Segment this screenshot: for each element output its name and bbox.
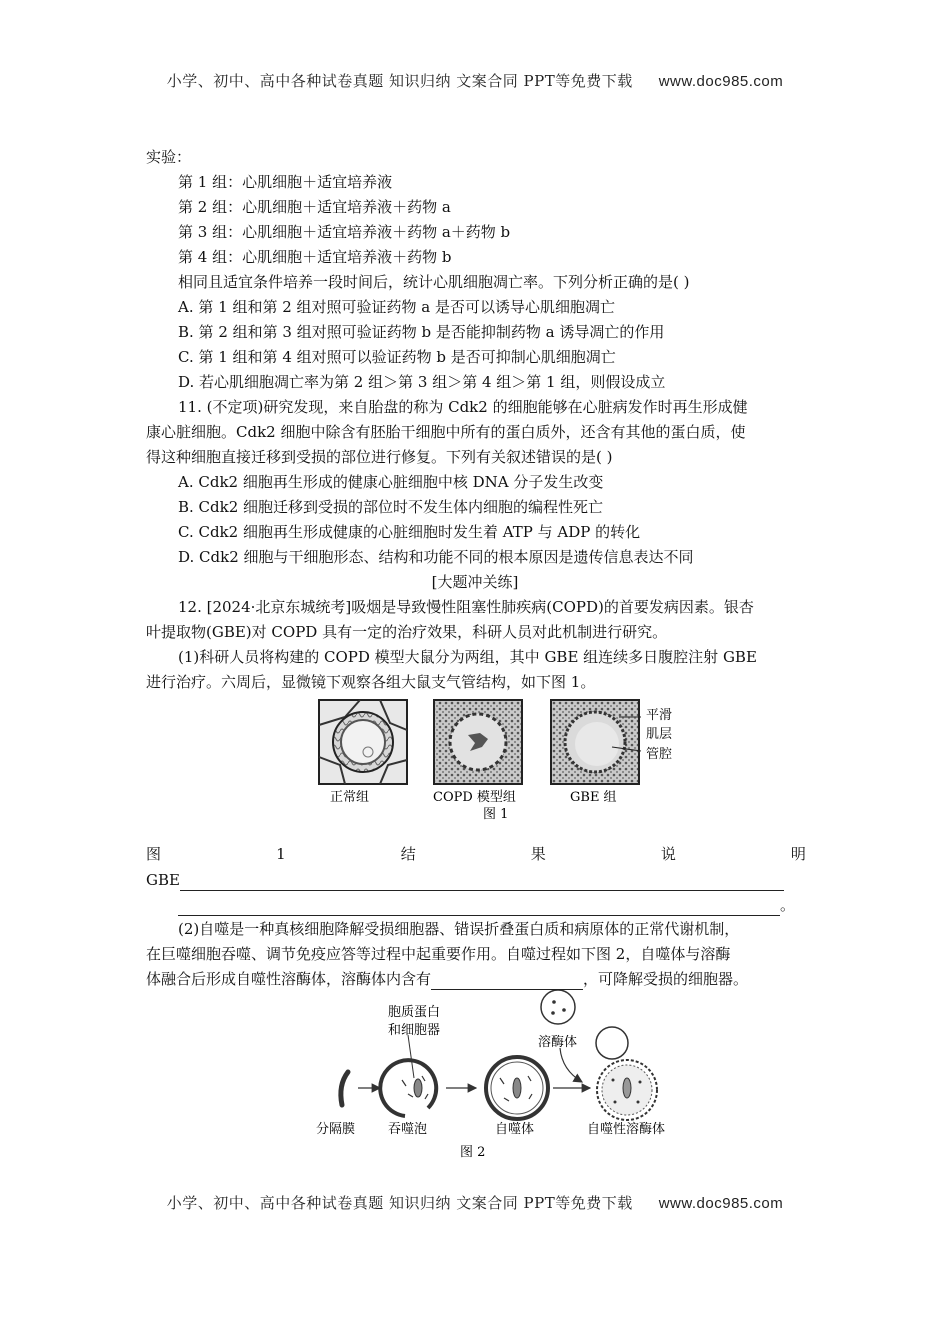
label-lysosome: 溶酶体 <box>538 1035 578 1050</box>
q11-line: 得这种细胞直接迁移到受损的部位进行修复。下列有关叙述错误的是( ) <box>146 448 613 466</box>
figure-2-caption: 图 2 <box>460 1145 486 1160</box>
label-autolysosome: 自噬性溶酶体 <box>587 1122 666 1137</box>
footer-site: www.doc985.com <box>658 1195 784 1212</box>
lysosome-blank[interactable] <box>431 973 583 990</box>
answer-end: 。 <box>780 896 796 914</box>
q11-option-a: A. Cdk2 细胞再生形成的健康心脏细胞中核 DNA 分子发生改变 <box>178 473 604 491</box>
page-header <box>0 70 950 91</box>
header-site: www.doc985.com <box>658 73 784 90</box>
q11-option-b: B. Cdk2 细胞迁移到受损的部位时不发生体内细胞的编程性死亡 <box>178 498 604 516</box>
footer-text: 小学、初中、高中各种试卷真题 知识归纳 文案合同 PPT等免费下载 <box>166 1194 633 1212</box>
q12-part2-text: 体融合后形成自噬性溶酶体，溶酶体内含有 <box>146 970 432 988</box>
autophagosome <box>486 1057 548 1119</box>
answer-prefix: GBE <box>146 871 180 889</box>
answer-words <box>146 843 806 865</box>
q11-line: 11. (不定项)研究发现，来自胎盘的称为 Cdk2 的细胞能够在心脏病发作时再生形成健 <box>178 398 748 416</box>
label-phagophore: 吞噬泡 <box>388 1122 428 1137</box>
word: 说 <box>660 845 676 863</box>
q11-option-c: C. Cdk2 细胞再生形成健康的心脏细胞时发生着 ATP 与 ADP 的转化 <box>178 523 641 541</box>
answer-blank-1[interactable] <box>180 874 784 891</box>
annotation-muscle: 肌层 <box>646 727 673 742</box>
figure-1-caption: 图 1 <box>483 807 509 822</box>
label-copd: COPD 模型组 <box>433 790 516 805</box>
q10-option-d: D. 若心肌细胞凋亡率为第 2 组＞第 3 组＞第 4 组＞第 1 组，则假设成立 <box>178 373 666 391</box>
word: 1 <box>276 845 286 863</box>
answer-blank-2[interactable] <box>178 899 780 916</box>
label-normal: 正常组 <box>330 790 370 805</box>
word: 果 <box>530 845 546 863</box>
answer-line-2 <box>146 894 795 916</box>
q10-stem: 相同且适宜条件培养一段时间后，统计心肌细胞凋亡率。下列分析正确的是( ) <box>178 273 690 291</box>
q10-option-c: C. 第 1 组和第 4 组对照可以验证药物 b 是否可抑制心肌细胞凋亡 <box>178 348 616 366</box>
q12-part2-text: ，可降解受损的细胞器。 <box>583 970 749 988</box>
label-protein-top: 胞质蛋白 <box>388 1005 441 1020</box>
annotation-smooth: 平滑 <box>646 708 673 723</box>
word: 结 <box>400 845 416 863</box>
word: 图 <box>146 845 162 863</box>
label-protein-bottom: 和细胞器 <box>388 1023 441 1038</box>
micrograph-normal <box>319 700 407 784</box>
section-title: [大题冲关练] <box>431 573 519 591</box>
q11-option-d: D. Cdk2 细胞与干细胞形态、结构和功能不同的根本原因是遗传信息表达不同 <box>178 548 694 566</box>
q12-part1-line: (1)科研人员将构建的 COPD 模型大鼠分为两组，其中 GBE 组连续多日腹腔注射 GBE <box>178 648 757 666</box>
group-line: 第 1 组：心肌细胞＋适宜培养液 <box>178 173 393 191</box>
isolation-membrane <box>341 1072 348 1105</box>
answer-line-1 <box>146 869 784 891</box>
q12-part2-line: (2)自噬是一种真核细胞降解受损细胞器、错误折叠蛋白质和病原体的正常代谢机制， <box>178 920 740 938</box>
group-line: 第 4 组：心肌细胞＋适宜培养液＋药物 b <box>178 248 452 266</box>
micrograph-gbe <box>551 700 641 784</box>
word: 明 <box>790 845 806 863</box>
label-gbe: GBE 组 <box>570 790 617 805</box>
q12-part1-line: 进行治疗。六周后，显微镜下观察各组大鼠支气管结构，如下图 1。 <box>146 673 596 691</box>
figure-2 <box>310 990 690 1165</box>
label-autophagosome: 自噬体 <box>495 1122 535 1137</box>
q12-part2-line <box>146 968 748 990</box>
figure-1 <box>300 695 720 830</box>
page-footer <box>0 1192 950 1213</box>
phagophore <box>380 1035 436 1116</box>
annotation-lumen: 管腔 <box>646 747 673 762</box>
q12-part2-line: 在巨噬细胞吞噬、调节免疫应答等过程中起重要作用。自噬过程如下图 2，自噬体与溶酶 <box>146 945 731 963</box>
q12-line: 叶提取物(GBE)对 COPD 具有一定的治疗效果，科研人员对此机制进行研究。 <box>146 623 668 641</box>
group-line: 第 2 组：心肌细胞＋适宜培养液＋药物 a <box>178 198 451 216</box>
micrograph-copd <box>434 700 522 784</box>
autolysosome <box>596 1027 657 1120</box>
q10-option-a: A. 第 1 组和第 2 组对照可验证药物 a 是否可以诱导心肌细胞凋亡 <box>178 298 616 316</box>
q10-option-b: B. 第 2 组和第 3 组对照可验证药物 b 是否能抑制药物 a 诱导凋亡的作用 <box>178 323 665 341</box>
q12-line: 12. [2024·北京东城统考]吸烟是导致慢性阻塞性肺疾病(COPD)的首要发病因素。银杏 <box>178 598 754 616</box>
experiment-label: 实验： <box>146 148 192 166</box>
q11-line: 康心脏细胞。Cdk2 细胞中除含有胚胎干细胞中所有的蛋白质外，还含有其他的蛋白质，使 <box>146 423 746 441</box>
label-membrane: 分隔膜 <box>316 1122 356 1137</box>
header-text: 小学、初中、高中各种试卷真题 知识归纳 文案合同 PPT等免费下载 <box>166 72 633 90</box>
group-line: 第 3 组：心肌细胞＋适宜培养液＋药物 a＋药物 b <box>178 223 511 241</box>
